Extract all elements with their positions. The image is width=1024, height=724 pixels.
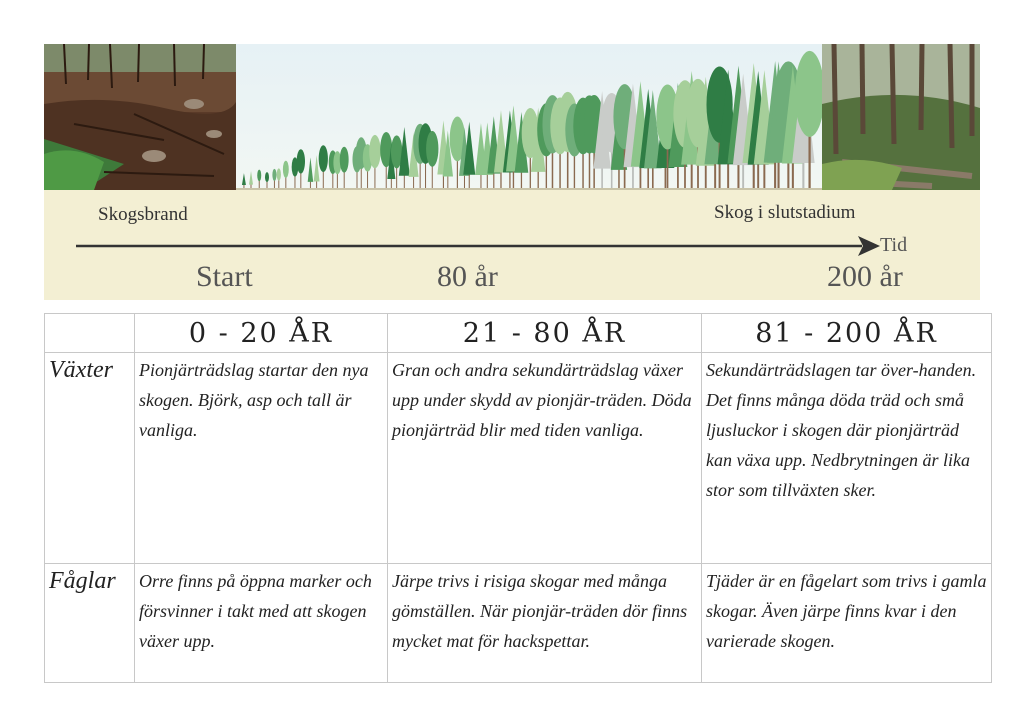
tick-label-80: 80 år bbox=[437, 260, 498, 293]
tree-crown bbox=[265, 172, 269, 182]
tree-crown bbox=[272, 169, 276, 181]
old-growth-forest-photo bbox=[822, 44, 980, 190]
tick-label-start: Start bbox=[196, 260, 253, 293]
tick-label-200: 200 år bbox=[827, 260, 903, 293]
table-cell: Orre finns på öppna marker och försvinner i takt med att skogen växer upp. bbox=[135, 564, 388, 683]
timeline-band bbox=[44, 190, 980, 300]
tree-group bbox=[242, 51, 822, 188]
axis-label: Tid bbox=[880, 234, 908, 256]
table-row bbox=[45, 564, 992, 683]
start-event-label: Skogsbrand bbox=[98, 204, 188, 225]
table-header-row bbox=[45, 314, 992, 353]
tree-crown bbox=[340, 147, 349, 173]
burned-ground-photo bbox=[44, 44, 236, 190]
forest-growth-illustration bbox=[236, 44, 822, 190]
table-cell: Pionjärträdslag startar den nya skogen. Björk, asp och tall är vanliga. bbox=[135, 353, 388, 564]
tree-crown bbox=[426, 131, 438, 167]
tree-crown bbox=[283, 161, 289, 178]
end-stage-label: Skog i slutstadium bbox=[714, 202, 856, 223]
table-corner-cell bbox=[45, 314, 135, 353]
column-header: 21 - 80 ÅR bbox=[388, 314, 702, 353]
table-cell: Gran och andra sekundärträdslag växer upp under skydd av pionjär-träden. Döda pionjärträd blir med tiden vanliga. bbox=[388, 353, 702, 564]
tree-crown bbox=[369, 135, 380, 168]
tree-crown bbox=[319, 145, 328, 172]
table-cell: Tjäder är en fågelart som trivs i gamla skogar. Även järpe finns kvar i den varierade skogen. bbox=[702, 564, 992, 683]
tree-crown bbox=[277, 168, 281, 180]
table-cell: Sekundärträdslagen tar över-handen. Det finns många döda träd och små ljusluckor i skogen där pionjärträd kan växa upp. Nedbrytningen är lika stor som tillväxten sker. bbox=[702, 353, 992, 564]
tree-crown bbox=[308, 157, 314, 182]
table-row bbox=[45, 353, 992, 564]
tree-crown bbox=[242, 173, 246, 185]
row-label: Fåglar bbox=[45, 564, 135, 683]
tree-crown bbox=[314, 155, 320, 181]
row-label: Växter bbox=[45, 353, 135, 564]
tree-crown bbox=[249, 171, 253, 185]
column-header: 81 - 200 ÅR bbox=[702, 314, 992, 353]
tree-crown bbox=[257, 170, 261, 182]
succession-stage-table bbox=[44, 313, 992, 683]
column-header: 0 - 20 ÅR bbox=[135, 314, 388, 353]
forest-succession-figure bbox=[44, 44, 980, 300]
tree-crown bbox=[297, 149, 305, 173]
table-cell: Järpe trivs i risiga skogar med många gömställen. När pionjär-träden dör finns mycket mat för hackspettar. bbox=[388, 564, 702, 683]
time-axis-arrow bbox=[76, 234, 880, 258]
